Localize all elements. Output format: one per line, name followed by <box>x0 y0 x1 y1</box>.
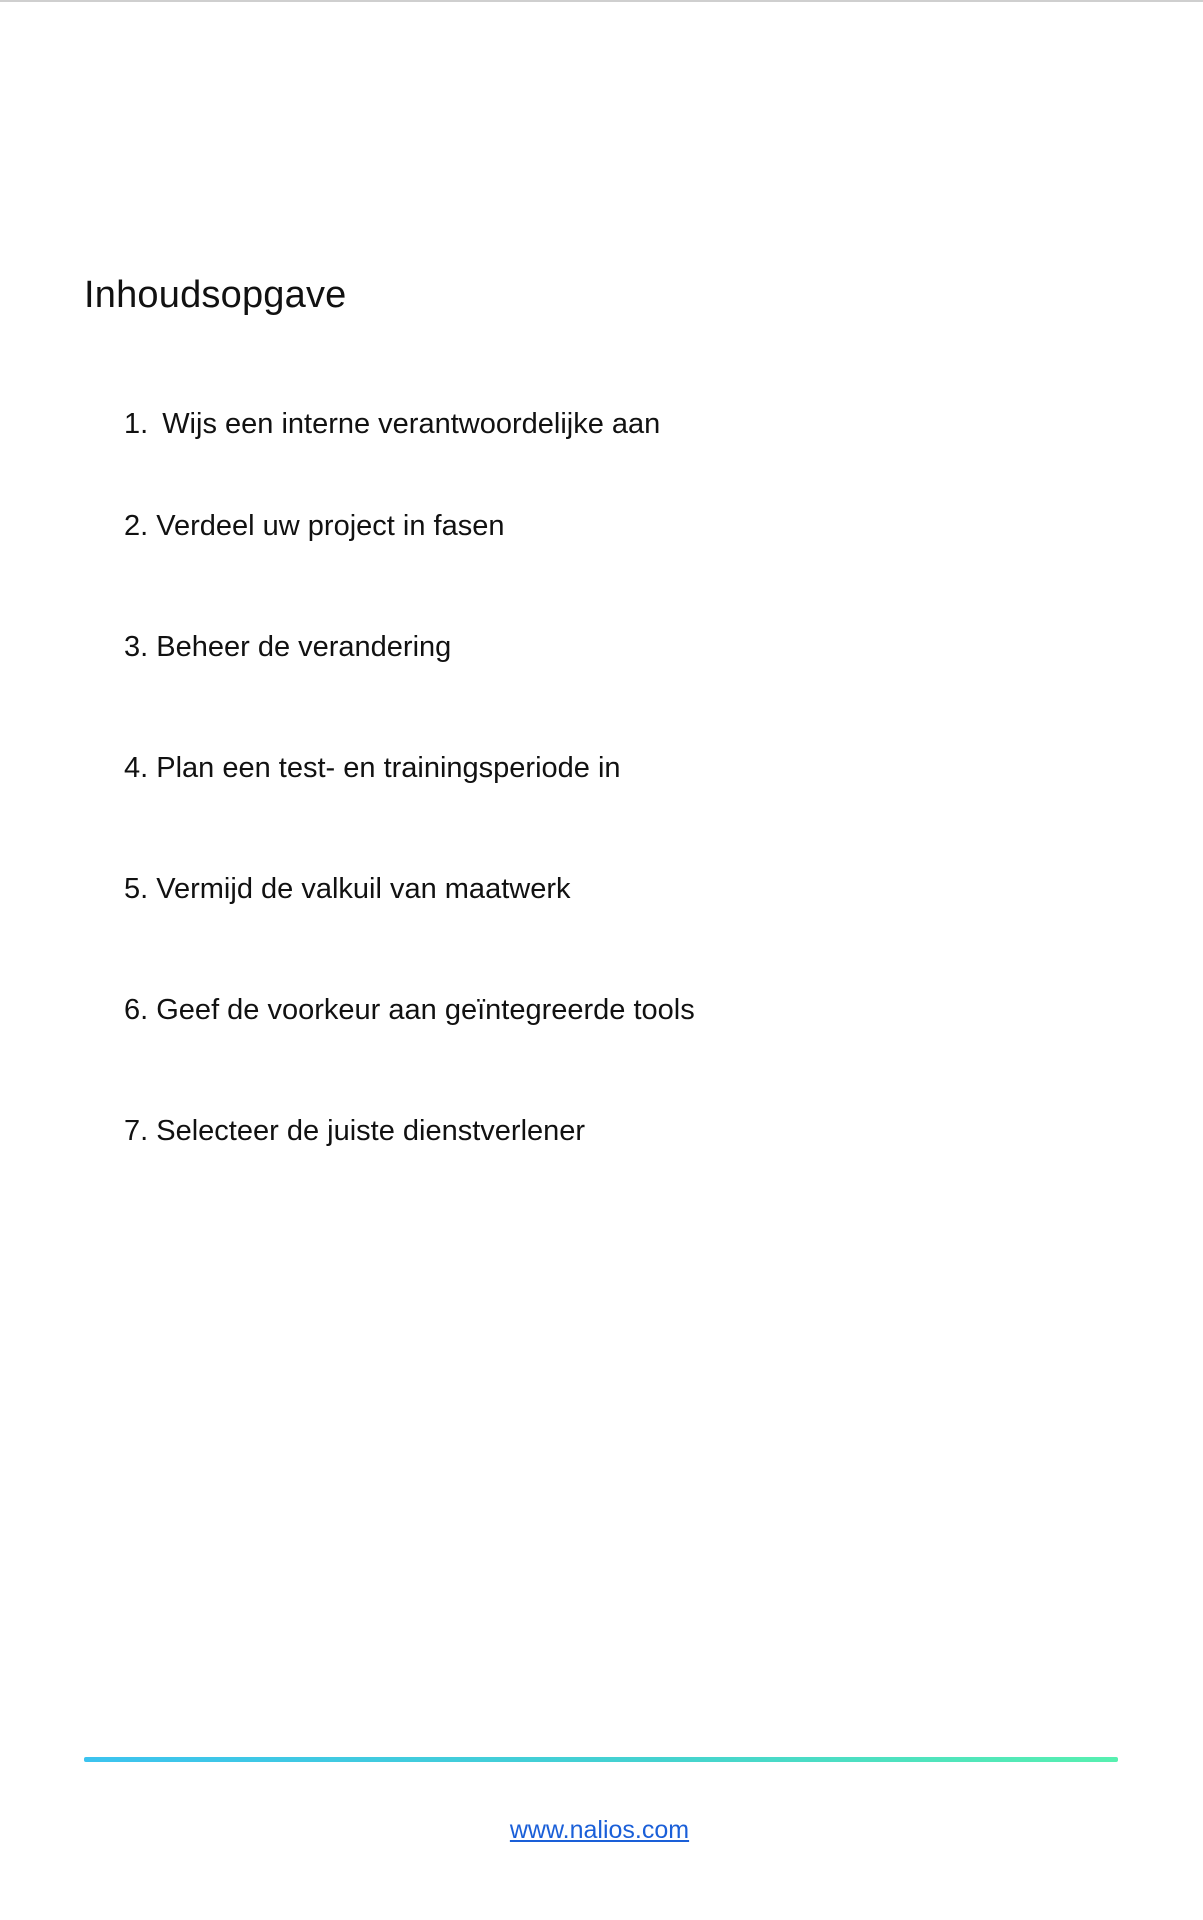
toc-item-number: 7. <box>124 1115 149 1147</box>
toc-item-number: 4. <box>124 752 149 784</box>
toc-item-4 <box>124 752 621 785</box>
toc-item-number: 5. <box>124 873 149 905</box>
page-title: Inhoudsopgave <box>84 274 347 316</box>
toc-item-text: Beheer de verandering <box>156 631 452 663</box>
toc-item-text: Geef de voorkeur aan geïntegreerde tools <box>156 994 695 1026</box>
toc-item-2 <box>124 510 504 543</box>
toc-item-text: Verdeel uw project in fasen <box>156 510 505 542</box>
page-top-border <box>0 0 1203 2</box>
toc-item-1 <box>124 408 660 441</box>
footer-divider <box>84 1757 1118 1762</box>
toc-item-number: 2. <box>124 510 149 542</box>
website-link[interactable]: www.nalios.com <box>509 1816 690 1844</box>
toc-item-number: 6. <box>124 994 149 1026</box>
toc-item-number: 1. <box>124 408 149 440</box>
toc-item-7 <box>124 1115 585 1148</box>
toc-item-3 <box>124 631 451 664</box>
toc-item-text: Wijs een interne verantwoordelijke aan <box>162 408 661 440</box>
toc-item-text: Plan een test- en trainingsperiode in <box>156 752 621 784</box>
toc-item-text: Vermijd de valkuil van maatwerk <box>156 873 571 905</box>
toc-item-number: 3. <box>124 631 149 663</box>
footer <box>0 1816 1201 1845</box>
toc-item-6 <box>124 994 695 1027</box>
toc-item-text: Selecteer de juiste dienstverlener <box>156 1115 586 1147</box>
toc-item-5 <box>124 873 570 906</box>
